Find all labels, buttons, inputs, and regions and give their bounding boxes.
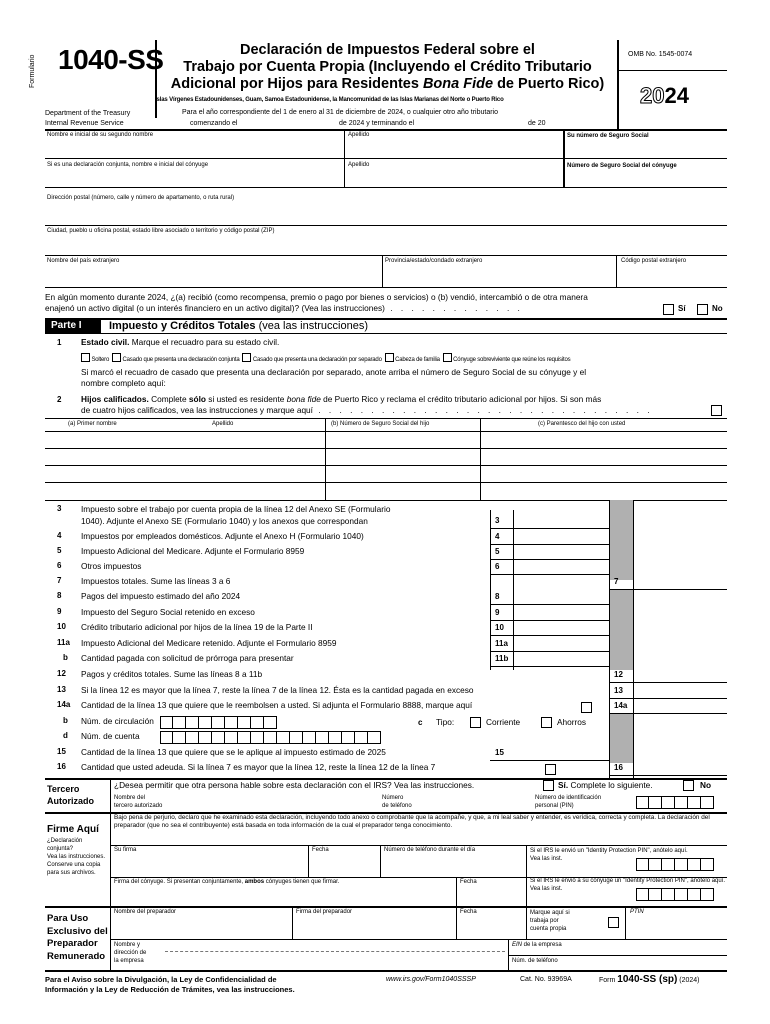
line-amount-input[interactable] [514,746,608,760]
part-tag: Parte I [45,319,101,333]
digital-asset-no-label: No [712,304,723,313]
line-box-label: 15 [495,748,504,757]
designee-pin-boxes[interactable] [636,796,714,809]
line-number: b [63,716,68,725]
line-text: Impuesto del Seguro Social retenido en exceso [81,607,255,617]
irs-url[interactable]: www.irs.gov/Form1040SSSP [386,976,476,983]
child-row[interactable] [46,449,726,464]
qualifying-children-text: Hijos calificados. Complete sólo si usted es residente bona fide de Puerto Rico y reclama el crédito tributario adicional por hijos. Si son más de cuatro hijos calificados, vea las instrucciones y marque aquí . . . . . . . . . . . . . . . . . . . . . . . . . . . . . . . . [81,394,653,415]
form-title: Declaración de Impuestos Federal sobre el Trabajo por Cuenta Propia (Incluyendo el Crédito Tributario Adicional por Hijos para Residentes Bona Fide de Puerto Rico) [170,42,605,92]
line-text: Núm. de circulación [81,716,154,726]
year-end-label: de 20 [528,120,546,127]
your-signature-input[interactable] [112,856,306,876]
line-box-label: 4 [495,532,500,541]
digital-asset-yes-checkbox[interactable] [663,304,674,315]
line-number: 4 [57,531,62,540]
line-1-number: 1 [57,338,62,347]
postal-code-input[interactable] [618,268,726,286]
savings-checkbox[interactable] [541,717,552,728]
catalog-number: Cat. No. 93969A [520,976,572,983]
line-number: 15 [57,747,66,756]
line-text: Crédito tributario adicional por hijos de la línea 19 de la Parte II [81,622,313,632]
ssn-input[interactable] [566,141,726,157]
spouse-ssn-label: Número de Seguro Social del cónyuge [567,163,677,169]
line-text: Núm. de cuenta [81,731,140,741]
line-number: 11a [57,638,70,647]
child-relationship-header: (c) Parentesco del hijo con usted [538,421,626,427]
your-signature-label: Su firma [114,847,137,853]
line-box-label: 12 [614,670,623,679]
line-text: Impuesto sobre el trabajo por cuenta propia de la línea 12 del Anexo SE (Formulario 1040). Adjunte el Anexo SE (Formulario 1040) y los anexos que correspondan [81,504,391,526]
ptin-label: PTIN [630,909,644,915]
routing-number-boxes[interactable] [160,716,277,729]
ippin-boxes[interactable] [636,858,714,871]
designee-phone-label: Número de teléfono [382,795,412,809]
spouse-ippin-boxes[interactable] [636,888,714,901]
line-box-label: 14a [614,701,628,710]
line-number: 8 [57,591,62,600]
filing-status-options [81,353,570,364]
line-amount-input[interactable] [514,560,608,574]
checking-checkbox[interactable] [470,717,481,728]
sign-date-label: Fecha [312,847,329,853]
line-box-label: 6 [495,562,500,571]
line-amount-input[interactable] [634,668,726,682]
paid-preparer-title: Para Uso Exclusivo del Preparador Remunerado [47,913,108,962]
line-number: b [63,653,68,662]
line-text: Pagos y créditos totales. Sume las líneas 8 a 11b [81,669,263,679]
account-number-boxes[interactable] [160,731,381,744]
line-amount-input[interactable] [514,652,608,666]
spouse-signature-label: Firma del cónyuge. Si presentan conjuntamente, ambos cónyuges tienen que firmar. [114,879,340,885]
third-party-title: Tercero Autorizado [47,784,94,806]
child-ssn-header: (b) Número de Seguro Social del hijo [331,421,430,427]
line-box-label: 13 [614,686,623,695]
line-text: Impuesto Adicional del Medicare. Adjunte el Formulario 8959 [81,546,305,556]
department-label: Department of the Treasury Internal Revenue Service [45,110,131,127]
child-row[interactable] [46,466,726,481]
postal-code-label: Código postal extranjero [621,258,687,264]
line-number: d [63,731,68,740]
filing-status-hoh-checkbox[interactable] [385,353,394,362]
line-number: 10 [57,622,66,631]
third-party-question: ¿Desea permitir que otra persona hable sobre esta declaración con el IRS? Vea las instrucciones. [114,780,475,790]
name-label: Nombre e inicial de su segundo nombre [47,132,154,138]
preparer-name-label: Nombre del preparador [114,909,177,915]
filing-status-option: Casado que presenta una declaración conjunta [122,357,240,363]
preparer-signature-input[interactable] [294,918,454,938]
line-box-label: 7 [614,577,619,586]
line-amount-input[interactable] [634,684,726,698]
line-amount-input[interactable] [514,545,608,559]
line-text: Impuestos totales. Sume las líneas 3 a 6 [81,576,231,586]
child-last-name-header: Apellido [212,421,234,427]
line-amount-input[interactable] [514,590,608,604]
line-box-label: 10 [495,623,504,632]
line-box-label: 3 [495,516,500,525]
filing-status-mfs-checkbox[interactable] [242,353,251,362]
line-box-label: 11a [495,639,508,648]
line-text: Cantidad pagada con solicitud de prórroga para presentar [81,653,294,663]
part-title: Impuesto y Créditos Totales (vea las instrucciones) [109,320,368,332]
address-input[interactable] [46,204,726,224]
sign-here-title: Firme Aquí [47,824,99,835]
line-text: Cantidad de la línea 13 que quiere que se le aplique al impuesto estimado de 2025 [81,747,386,757]
line-box-label: 5 [495,547,500,556]
preparer-signature-label: Firma del preparador [296,909,353,915]
firm-ein-label: EIN de la empresa [512,942,562,948]
third-party-yes-label: Sí. Complete lo siguiente. [558,780,653,790]
omb-number: OMB No. 1545-0074 [628,51,693,58]
footer-form-name: Form 1040-SS (sp) (2024) [599,974,700,985]
filing-status-option: Cónyuge sobreviviente que reúne los requisitos [453,357,571,363]
firm-name-input[interactable] [165,940,505,970]
territories-line: Islas Vírgenes Estadounidenses, Guam, Samoa Estadounidense, la Mancomunidad de las Islas Marianas del Norte o Puerto Rico [155,97,504,103]
firm-name-label: Nombre y dirección de la empresa [114,942,147,964]
city-label: Ciudad, pueblo u oficina postal, estado libre asociado o territorio y código postal (ZIP) [47,228,275,234]
country-label: Nombre del país extranjero [47,258,120,264]
line-box-label: 9 [495,608,500,617]
last-name-label: Apellido [348,132,370,138]
line-number: 6 [57,561,62,570]
line-number: 14a [57,700,71,709]
line-text: Impuestos por empleados domésticos. Adjunte el Anexo H (Formulario 1040) [81,531,364,541]
perjury-statement: Bajo pena de perjurio, declaro que he examinado esta declaración, incluyendo todo anexo o comprobante que la acompañe, y que, a mi leal saber y entender, es verídica, correcta y completa. La declaración del preparador (que no sea el contribuyente) está basada en toda información de la cual el preparador tenga conocimiento. [114,814,710,829]
year-mid-label: de 2024 y terminando el [339,120,415,127]
filing-status-single-checkbox[interactable] [81,353,90,362]
filing-status-label: Estado civil. Marque el recuadro para su estado civil. [81,337,280,347]
province-label: Provincia/estado/condado extranjero [385,258,483,264]
line-text: Cantidad de la línea 13 que quiere que le reembolsen a usted. Si adjunta el Formulario 8888, marque aquí [81,700,473,710]
line-text: Impuesto Adicional del Medicare retenido. Adjunte el Formulario 8959 [81,638,337,648]
designee-name-label: Nombre del tercero autorizado [114,795,163,809]
joint-return-note: ¿Declaración conjunta? Vea las instrucciones. Conserve una copia para sus archivos. [47,838,106,876]
designee-pin-label: Número de identificación personal (PIN) [535,795,602,809]
privacy-notice: Para el Aviso sobre la Divulgación, la Ley de Confidencialidad de Información y la Ley de Reducción de Trámites, vea las instrucciones. [45,975,295,994]
self-employed-checkbox[interactable] [608,917,619,928]
line-number: 7 [57,576,62,585]
line-text: Pagos del impuesto estimado del año 2024 [81,591,241,601]
country-input[interactable] [46,268,380,286]
province-input[interactable] [384,268,614,286]
third-party-yes-checkbox[interactable] [543,780,554,791]
tax-year-line: Para el año correspondiente del 1 de enero al 31 de diciembre de 2024, o cualquier otro año tributario [182,109,498,116]
digital-asset-no-checkbox[interactable] [697,304,708,315]
line-box-label: 8 [495,592,500,601]
ptin-input[interactable] [627,918,726,938]
child-row[interactable] [46,483,726,499]
line-box-label: 11b [495,654,509,663]
checking-label: Corriente [486,717,521,727]
line-amount-input[interactable] [514,606,608,620]
savings-label: Ahorros [557,717,587,727]
filing-status-option: Casado que presenta una declaración por separado [252,357,382,363]
filing-status-option: Cabeza de familia [395,357,440,363]
digital-asset-question: En algún momento durante 2024, ¿(a) recibió (como recompensa, premio o pago por bienes o servicios) o (b) vendió, intercambió o de otra manera enajenó un activo digital (o un interés financiero en un activo digital)? (Vea las instrucciones) . . . . . . . . . . . . . [45,292,588,313]
form-number: 1040-SS [58,44,164,75]
spouse-ippin-label: Si el IRS le envió a su cónyuge un "Identity Protection PIN", anótelo aquí. Vea las inst. [530,878,726,892]
line-number: 12 [57,669,66,678]
third-party-no-checkbox[interactable] [683,780,694,791]
spouse-ssn-input[interactable] [566,171,726,186]
more-than-four-children-checkbox[interactable] [711,405,722,416]
filing-status-option: Soltero [91,357,110,363]
day-phone-label: Número de teléfono durante el día [384,847,476,853]
line-text: Otros impuestos [81,561,142,571]
account-type-c: c [418,718,423,727]
name-input[interactable] [46,141,343,157]
child-row[interactable] [46,432,726,447]
self-employed-label: Marque aquí si trabaja por cuenta propia [530,910,570,932]
preparer-date-label: Fecha [460,909,477,915]
spouse-name-label: Si es una declaración conjunta, nombre e inicial del cónyuge [47,162,209,168]
line-amount-input[interactable] [514,621,608,635]
firm-phone-label: Núm. de teléfono [512,958,558,964]
ippin-label: Si el IRS le envió un "Identity Protection PIN", anótelo aquí. Vea las inst. [530,848,688,862]
line-number: 9 [57,607,62,616]
spouse-last-name-input[interactable] [346,171,561,186]
line-16-checkbox[interactable] [545,764,556,775]
child-first-name-header: (a) Primer nombre [68,421,117,427]
spouse-name-input[interactable] [46,171,343,186]
line-number: 13 [57,685,66,694]
third-party-no-label: No [700,780,712,790]
spouse-last-name-label: Apellido [348,162,370,168]
line-number: 5 [57,546,62,555]
mfs-note: Si marcó el recuadro de casado que presenta una declaración por separado, anote arriba el número de Seguro Social de su cónyuge y el nombre completo aquí: [81,367,587,388]
line-amount-input[interactable] [634,699,726,713]
line-number: 16 [57,762,66,771]
ssn-label: Su número de Seguro Social [567,133,649,139]
line-amount-input[interactable] [634,575,726,589]
digital-asset-yes-label: Sí [678,304,686,313]
line-text: Si la línea 12 es mayor que la línea 7, reste la línea 7 de la línea 12. Ésta es la cantidad pagada en exceso [81,685,474,695]
filing-status-qss-checkbox[interactable] [443,353,452,362]
line-text: Cantidad que usted adeuda. Si la línea 7 es mayor que la línea 12, reste la línea 12 de la línea 7 [81,762,436,772]
spouse-signature-input[interactable] [112,888,454,904]
line-amount-input[interactable] [634,761,726,775]
line-number: 3 [57,504,62,513]
account-type-label: Tipo: [436,717,455,727]
city-input[interactable] [46,237,726,254]
form-8888-checkbox[interactable] [581,702,592,713]
filing-status-mfj-checkbox[interactable] [112,353,121,362]
line-2-number: 2 [57,395,62,404]
year-start-label: comenzando el [190,120,238,127]
line-amount-input[interactable] [514,514,608,528]
preparer-name-input[interactable] [112,918,290,938]
line-amount-input[interactable] [514,637,608,651]
address-label: Dirección postal (número, calle y número de apartamento, o ruta rural) [47,195,235,201]
form-side-label: Formulario [29,54,36,88]
line-amount-input[interactable] [514,530,608,544]
line-box-label: 16 [614,763,623,772]
tax-year: 2024 [640,83,689,108]
last-name-input[interactable] [346,141,561,157]
spouse-date-label: Fecha [460,879,477,885]
